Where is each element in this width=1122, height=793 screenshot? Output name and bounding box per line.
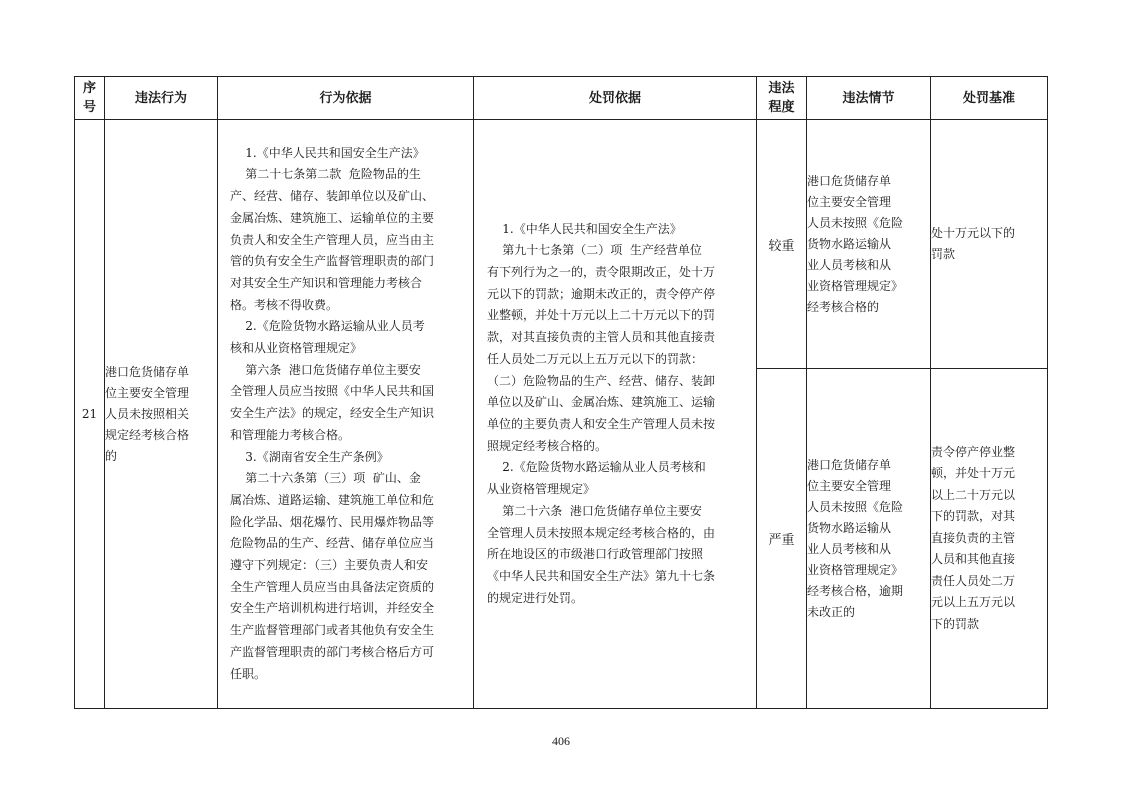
header-circumstance: 违法情节 xyxy=(807,77,931,120)
header-violation: 违法行为 xyxy=(105,77,218,120)
table-row xyxy=(75,120,1048,369)
header-penalty-basis: 处罚依据 xyxy=(474,77,757,120)
header-degree: 违法 程度 xyxy=(757,77,807,120)
row-penalty-basis: 1.《中华人民共和国安全生产法》 第九十七条第（二）项 生产经营单位 有下列行为之一的，责令限期改正，处十万 元以下的罚款；逾期未改正的，责令停产停 业整顿，并处十万元以上二十万元以下的罚 款，对其直接负责的主管人员和其他直接责 任人员处二万元以上五万元以下的罚款： （二）危险物品的生产、经营、储存、装卸 单位以及矿山、金属冶炼、建筑施工、运输 单位的主要负责人和安全生产管理人员未按 照规定经考核合格的。 2.《危险货物水路运输从业人员考核和 从业资格管理规定》 第二十六条 港口危货储存单位主要安 全管理人员未按照本规定经考核合格的，由 所在地设区的市级港口行政管理部门按照 《中华人民共和国安全生产法》第九十七条 的规定进行处罚。 xyxy=(474,120,757,709)
degree-severe: 严重 xyxy=(757,369,807,709)
row-violation: 港口危货储存单 位主要安全管理 人员未按照相关 规定经考核合格 的 xyxy=(105,120,218,709)
regulation-table xyxy=(74,76,1048,709)
degree-heavier: 较重 xyxy=(757,120,807,369)
header-seq: 序 号 xyxy=(75,77,105,120)
header-behavior-basis: 行为依据 xyxy=(218,77,474,120)
header-row xyxy=(75,77,1048,120)
standard-severe: 责令停产停业整 顿，并处十万元 以上二十万元以 下的罚款，对其 直接负责的主管 人员和其他直接 责任人员处二万 元以上五万元以 下的罚款 xyxy=(931,369,1048,709)
row-behavior-basis: 1.《中华人民共和国安全生产法》 第二十七条第二款 危险物品的生 产、经营、储存、装卸单位以及矿山、 金属冶炼、建筑施工、运输单位的主要 负责人和安全生产管理人员，应当由主 管的负有安全生产监督管理职责的部门 对其安全生产知识和管理能力考核合 格。考核不得收费。 2.《危险货物水路运输从业人员考 核和从业资格管理规定》 第六条 港口危货储存单位主要安 全管理人员应当按照《中华人民共和国 安全生产法》的规定，经安全生产知识 和管理能力考核合格。 3.《湖南省安全生产条例》 第二十六条第（三）项 矿山、金 属冶炼、道路运输、建筑施工单位和危 险化学品、烟花爆竹、民用爆炸物品等 危险物品的生产、经营、储存单位应当 遵守下列规定：（三）主要负责人和安 全生产管理人员应当由具备法定资质的 安全生产培训机构进行培训，并经安全 生产监督管理部门或者其他负有安全生 产监督管理职责的部门考核合格后方可 任职。 xyxy=(218,120,474,709)
header-standard: 处罚基准 xyxy=(931,77,1048,120)
circumstance-severe: 港口危货储存单 位主要安全管理 人员未按照《危险 货物水路运输从 业人员考核和从 业资格管理规定》 经考核合格，逾期 未改正的 xyxy=(807,369,931,709)
circumstance-heavier: 港口危货储存单 位主要安全管理 人员未按照《危险 货物水路运输从 业人员考核和从 业资格管理规定》 经考核合格的 xyxy=(807,120,931,369)
standard-heavier: 处十万元以下的 罚款 xyxy=(931,120,1048,369)
row-seq: 21 xyxy=(75,120,105,709)
page-number: 406 xyxy=(552,734,570,748)
